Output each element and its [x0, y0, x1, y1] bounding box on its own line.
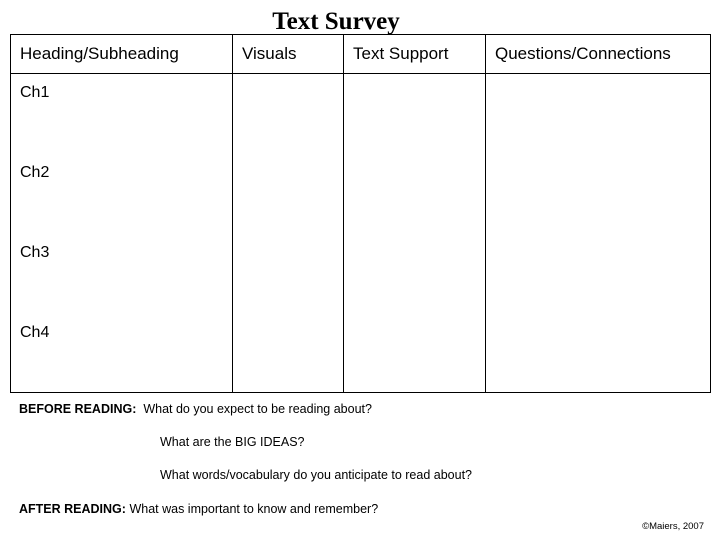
table-row — [11, 74, 711, 393]
before-reading-question-1: What do you expect to be reading about? — [143, 402, 372, 416]
before-reading-question-2: What are the BIG IDEAS? — [160, 435, 305, 449]
questions-cell[interactable] — [486, 74, 711, 393]
header-row — [11, 35, 711, 74]
visuals-cell[interactable] — [233, 74, 344, 393]
page-title: Text Survey — [272, 8, 400, 35]
after-reading-label: AFTER READING: — [19, 502, 126, 516]
column-header-text-support: Text Support — [344, 35, 486, 74]
before-reading-question-3: What words/vocabulary do you anticipate to read about? — [160, 468, 472, 482]
column-header-visuals: Visuals — [233, 35, 344, 74]
heading-cell[interactable] — [11, 74, 233, 393]
chapter-label-4: Ch4 — [20, 324, 50, 341]
column-header-heading: Heading/Subheading — [11, 35, 233, 74]
chapter-list — [20, 74, 232, 392]
column-header-questions: Questions/Connections — [486, 35, 711, 74]
chapter-label-3: Ch3 — [20, 244, 50, 261]
chapter-label-1: Ch1 — [20, 84, 50, 101]
before-reading-line — [19, 402, 372, 416]
after-reading-question: What was important to know and remember? — [129, 502, 379, 516]
copyright-notice: ©Maiers, 2007 — [642, 521, 704, 532]
survey-table — [10, 34, 711, 393]
before-reading-label: BEFORE READING: — [19, 402, 137, 416]
after-reading-line — [19, 502, 378, 516]
text-support-cell[interactable] — [344, 74, 486, 393]
chapter-label-2: Ch2 — [20, 164, 50, 181]
